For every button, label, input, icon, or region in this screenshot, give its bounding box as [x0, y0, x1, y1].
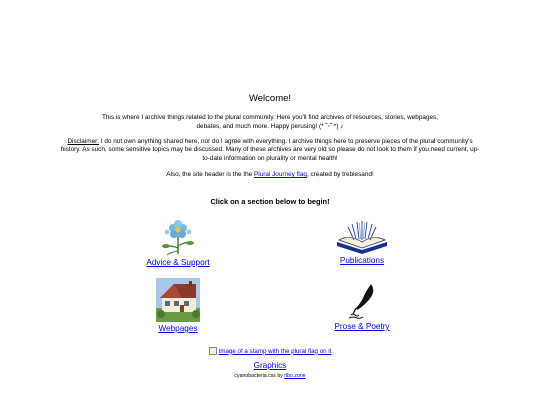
disclaimer-label: Disclaimer:: [67, 138, 100, 145]
intro-line-1: This is where I archive things related to the plural community. Here you'll find archives of resources, stories, webpages,: [101, 114, 439, 121]
section-prose-poetry[interactable]: [322, 282, 402, 331]
disclaimer-text: [58, 138, 482, 163]
cta-text: Click on a section below to begin!: [210, 197, 330, 206]
publications-link[interactable]: Publications: [339, 256, 385, 265]
webpages-link[interactable]: Webpages: [158, 324, 198, 333]
footer: [0, 373, 540, 379]
plural-flag-stamp-image[interactable]: [209, 347, 332, 355]
prose-poetry-link[interactable]: Prose & Poetry: [334, 322, 390, 331]
intro-line-2: debates, and much more. Happy perusing! (* ˘ᵕ˘ *) ♪: [196, 122, 344, 130]
section-advice-support[interactable]: [138, 218, 218, 267]
disclaimer-body: I do not own anything shared here, nor do I agree with everything. I archive things here to preserve pieces of the plural community's history. As such, some sensitive topics may be discussed. Many of these archives are very old so please do not look to them if you need current, up-to-date information on plurality or mental health!: [60, 138, 480, 162]
stamp-image-alt-text: Image of a stamp with the plural flag on it: [218, 347, 332, 355]
quill-icon[interactable]: [347, 282, 377, 320]
house-icon[interactable]: [156, 278, 200, 322]
broken-image-icon: [209, 347, 217, 355]
flower-icon[interactable]: [158, 218, 198, 256]
section-webpages[interactable]: [138, 278, 218, 333]
plural-journey-flag-link[interactable]: Plural Journey flag: [254, 171, 307, 178]
intro-text: [60, 114, 480, 131]
header-note-after: , created by treblesand!: [306, 171, 374, 178]
section-graphics[interactable]: [0, 342, 540, 370]
graphics-link[interactable]: Graphics: [253, 361, 287, 370]
advice-support-link[interactable]: Advice & Support: [146, 258, 210, 267]
header-note: [0, 171, 540, 178]
open-book-icon[interactable]: [335, 218, 389, 254]
header-note-before: Also, the site header is the the: [166, 171, 254, 178]
ribo-zone-link[interactable]: ribo.zone: [284, 373, 306, 379]
footer-credit: cyanobacteria.css by: [234, 373, 285, 379]
section-publications[interactable]: [322, 218, 402, 265]
welcome-heading: Welcome!: [248, 93, 292, 104]
